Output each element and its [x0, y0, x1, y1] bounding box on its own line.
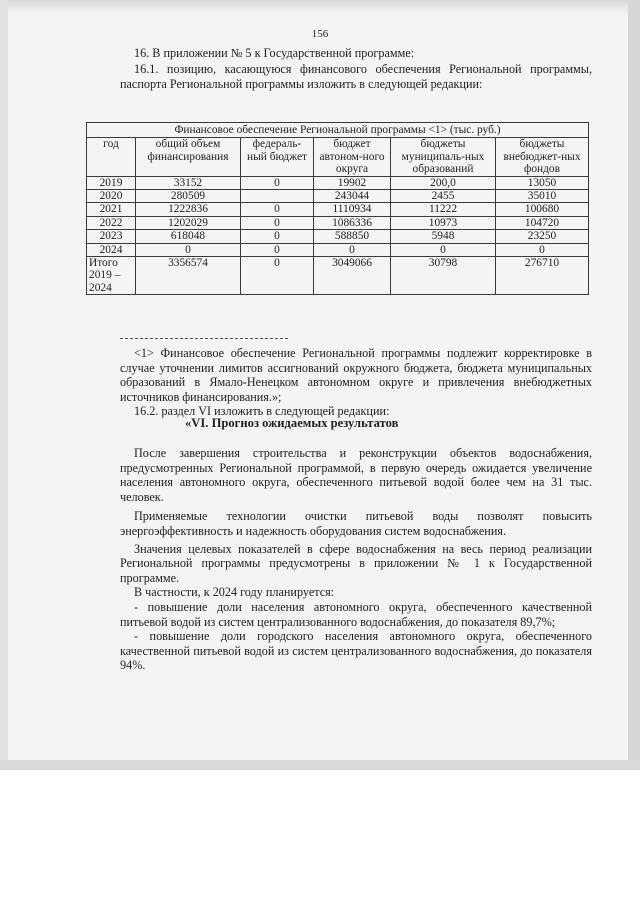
cell-federal: 0: [241, 230, 314, 243]
cell-okrug: 588850: [314, 230, 391, 243]
scan-edge-bottom: [0, 760, 640, 770]
cell-okrug: 243044: [314, 190, 391, 203]
cell-extrabudget: 0: [496, 243, 589, 256]
section-heading: «VI. Прогноз ожидаемых результатов: [185, 416, 399, 430]
cell-total: 3356574: [136, 257, 241, 295]
table-row: [87, 203, 589, 216]
table-total-row: [87, 257, 589, 295]
footnote-block: [120, 346, 592, 404]
paragraph-5: - повышение доли населения автономного округа, обеспеченного качественной питьевой водой из систем централизованного водоснабжения, до показателя 89,7%;: [120, 599, 592, 629]
cell-year: 2022: [87, 216, 136, 229]
cell-okrug: 1086336: [314, 216, 391, 229]
cell-year: 2021: [87, 203, 136, 216]
paragraph-6: - повышение доли городского населения автономного округа, обеспеченного качественной питьевой водой из систем централизованного водоснабжения, до показателя 94%.: [120, 629, 592, 673]
table-row: [87, 176, 589, 189]
intro-line-2-block: [120, 62, 592, 91]
footnote-separator: [120, 338, 288, 339]
cell-federal: 0: [241, 243, 314, 256]
cell-municipal: 11222: [391, 203, 496, 216]
intro-point-16: 16. В приложении № 5 к Государственной программе:: [134, 46, 415, 60]
paragraph-2: Применяемые технологии очистки питьевой воды позволят повысить энергоэффективность и надежность оборудования систем водоснабжения.: [120, 509, 592, 538]
table-caption: Финансовое обеспечение Региональной программы <1> (тыс. руб.): [87, 123, 589, 138]
scan-edge-right: [628, 0, 640, 770]
cell-federal: 0: [241, 257, 314, 295]
cell-extrabudget: 13050: [496, 176, 589, 189]
cell-total: 1222836: [136, 203, 241, 216]
table-row: [87, 216, 589, 229]
col-header-municipal: бюджеты муниципаль-ных образований: [391, 138, 496, 176]
paragraph-1: После завершения строительства и реконструкции объектов водоснабжения, предусмотренных Региональной программой, в первую очередь ожидается увеличение населения автономного округа, обеспеченного питьевой водой более чем на 31 тыс. человек.: [120, 446, 592, 504]
body-paragraphs: [120, 446, 592, 673]
cell-federal: 0: [241, 216, 314, 229]
cell-total: 280509: [136, 190, 241, 203]
intro-line-1: [120, 46, 592, 61]
table-row: [87, 243, 589, 256]
scan-edge-top: [0, 0, 640, 14]
cell-okrug: 3049066: [314, 257, 391, 295]
cell-municipal: 5948: [391, 230, 496, 243]
table-row: [87, 230, 589, 243]
cell-extrabudget: 104720: [496, 216, 589, 229]
cell-federal: [241, 190, 314, 203]
cell-year: 2023: [87, 230, 136, 243]
cell-total: 0: [136, 243, 241, 256]
cell-municipal: 10973: [391, 216, 496, 229]
table-row: [87, 190, 589, 203]
intro-point-16-1: 16.1. позицию, касающуюся финансового обеспечения Региональной программы, паспорта Региональной программы изложить в следующей редакции:: [120, 62, 592, 91]
page-number: 156: [311, 28, 329, 40]
cell-extrabudget: 100680: [496, 203, 589, 216]
col-header-federal: федераль-ный бюджет: [241, 138, 314, 176]
cell-total-label: Итого 2019 – 2024: [87, 257, 136, 295]
cell-okrug: 19902: [314, 176, 391, 189]
financing-table: [86, 122, 589, 295]
cell-municipal: 200,0: [391, 176, 496, 189]
paragraph-4: В частности, к 2024 году планируется:: [134, 585, 335, 600]
cell-extrabudget: 35010: [496, 190, 589, 203]
cell-extrabudget: 276710: [496, 257, 589, 295]
cell-municipal: 2455: [391, 190, 496, 203]
cell-year: 2020: [87, 190, 136, 203]
cell-total: 618048: [136, 230, 241, 243]
col-header-okrug: бюджет автоном-ного округа: [314, 138, 391, 176]
cell-municipal: 30798: [391, 257, 496, 295]
cell-federal: 0: [241, 203, 314, 216]
section-intro: 16.2. раздел VI изложить в следующей редакции:: [134, 404, 390, 418]
cell-total: 1202029: [136, 216, 241, 229]
paragraph-3: Значения целевых показателей в сфере водоснабжения на весь период реализации Региональной программы предусмотрены в приложении № 1 к Государственной программе.: [120, 541, 592, 585]
cell-municipal: 0: [391, 243, 496, 256]
table-header-row: [87, 138, 589, 176]
cell-total: 33152: [136, 176, 241, 189]
cell-year: 2024: [87, 243, 136, 256]
cell-federal: 0: [241, 176, 314, 189]
scan-edge-left: [0, 0, 8, 770]
cell-year: 2019: [87, 176, 136, 189]
col-header-extrabudget: бюджеты внебюджет-ных фондов: [496, 138, 589, 176]
col-header-year: год: [87, 138, 136, 176]
col-header-total: общий объем финансирования: [136, 138, 241, 176]
cell-extrabudget: 23250: [496, 230, 589, 243]
footnote-text: <1> Финансовое обеспечение Региональной программы подлежит корректировке в случае уточнении лимитов ассигнований окружного бюджета, бюджета муниципальных образований в Ямало-Ненецком автономном округе и привлечения внебюджетных источников финансирования.»;: [120, 346, 592, 404]
cell-okrug: 0: [314, 243, 391, 256]
cell-okrug: 1110934: [314, 203, 391, 216]
